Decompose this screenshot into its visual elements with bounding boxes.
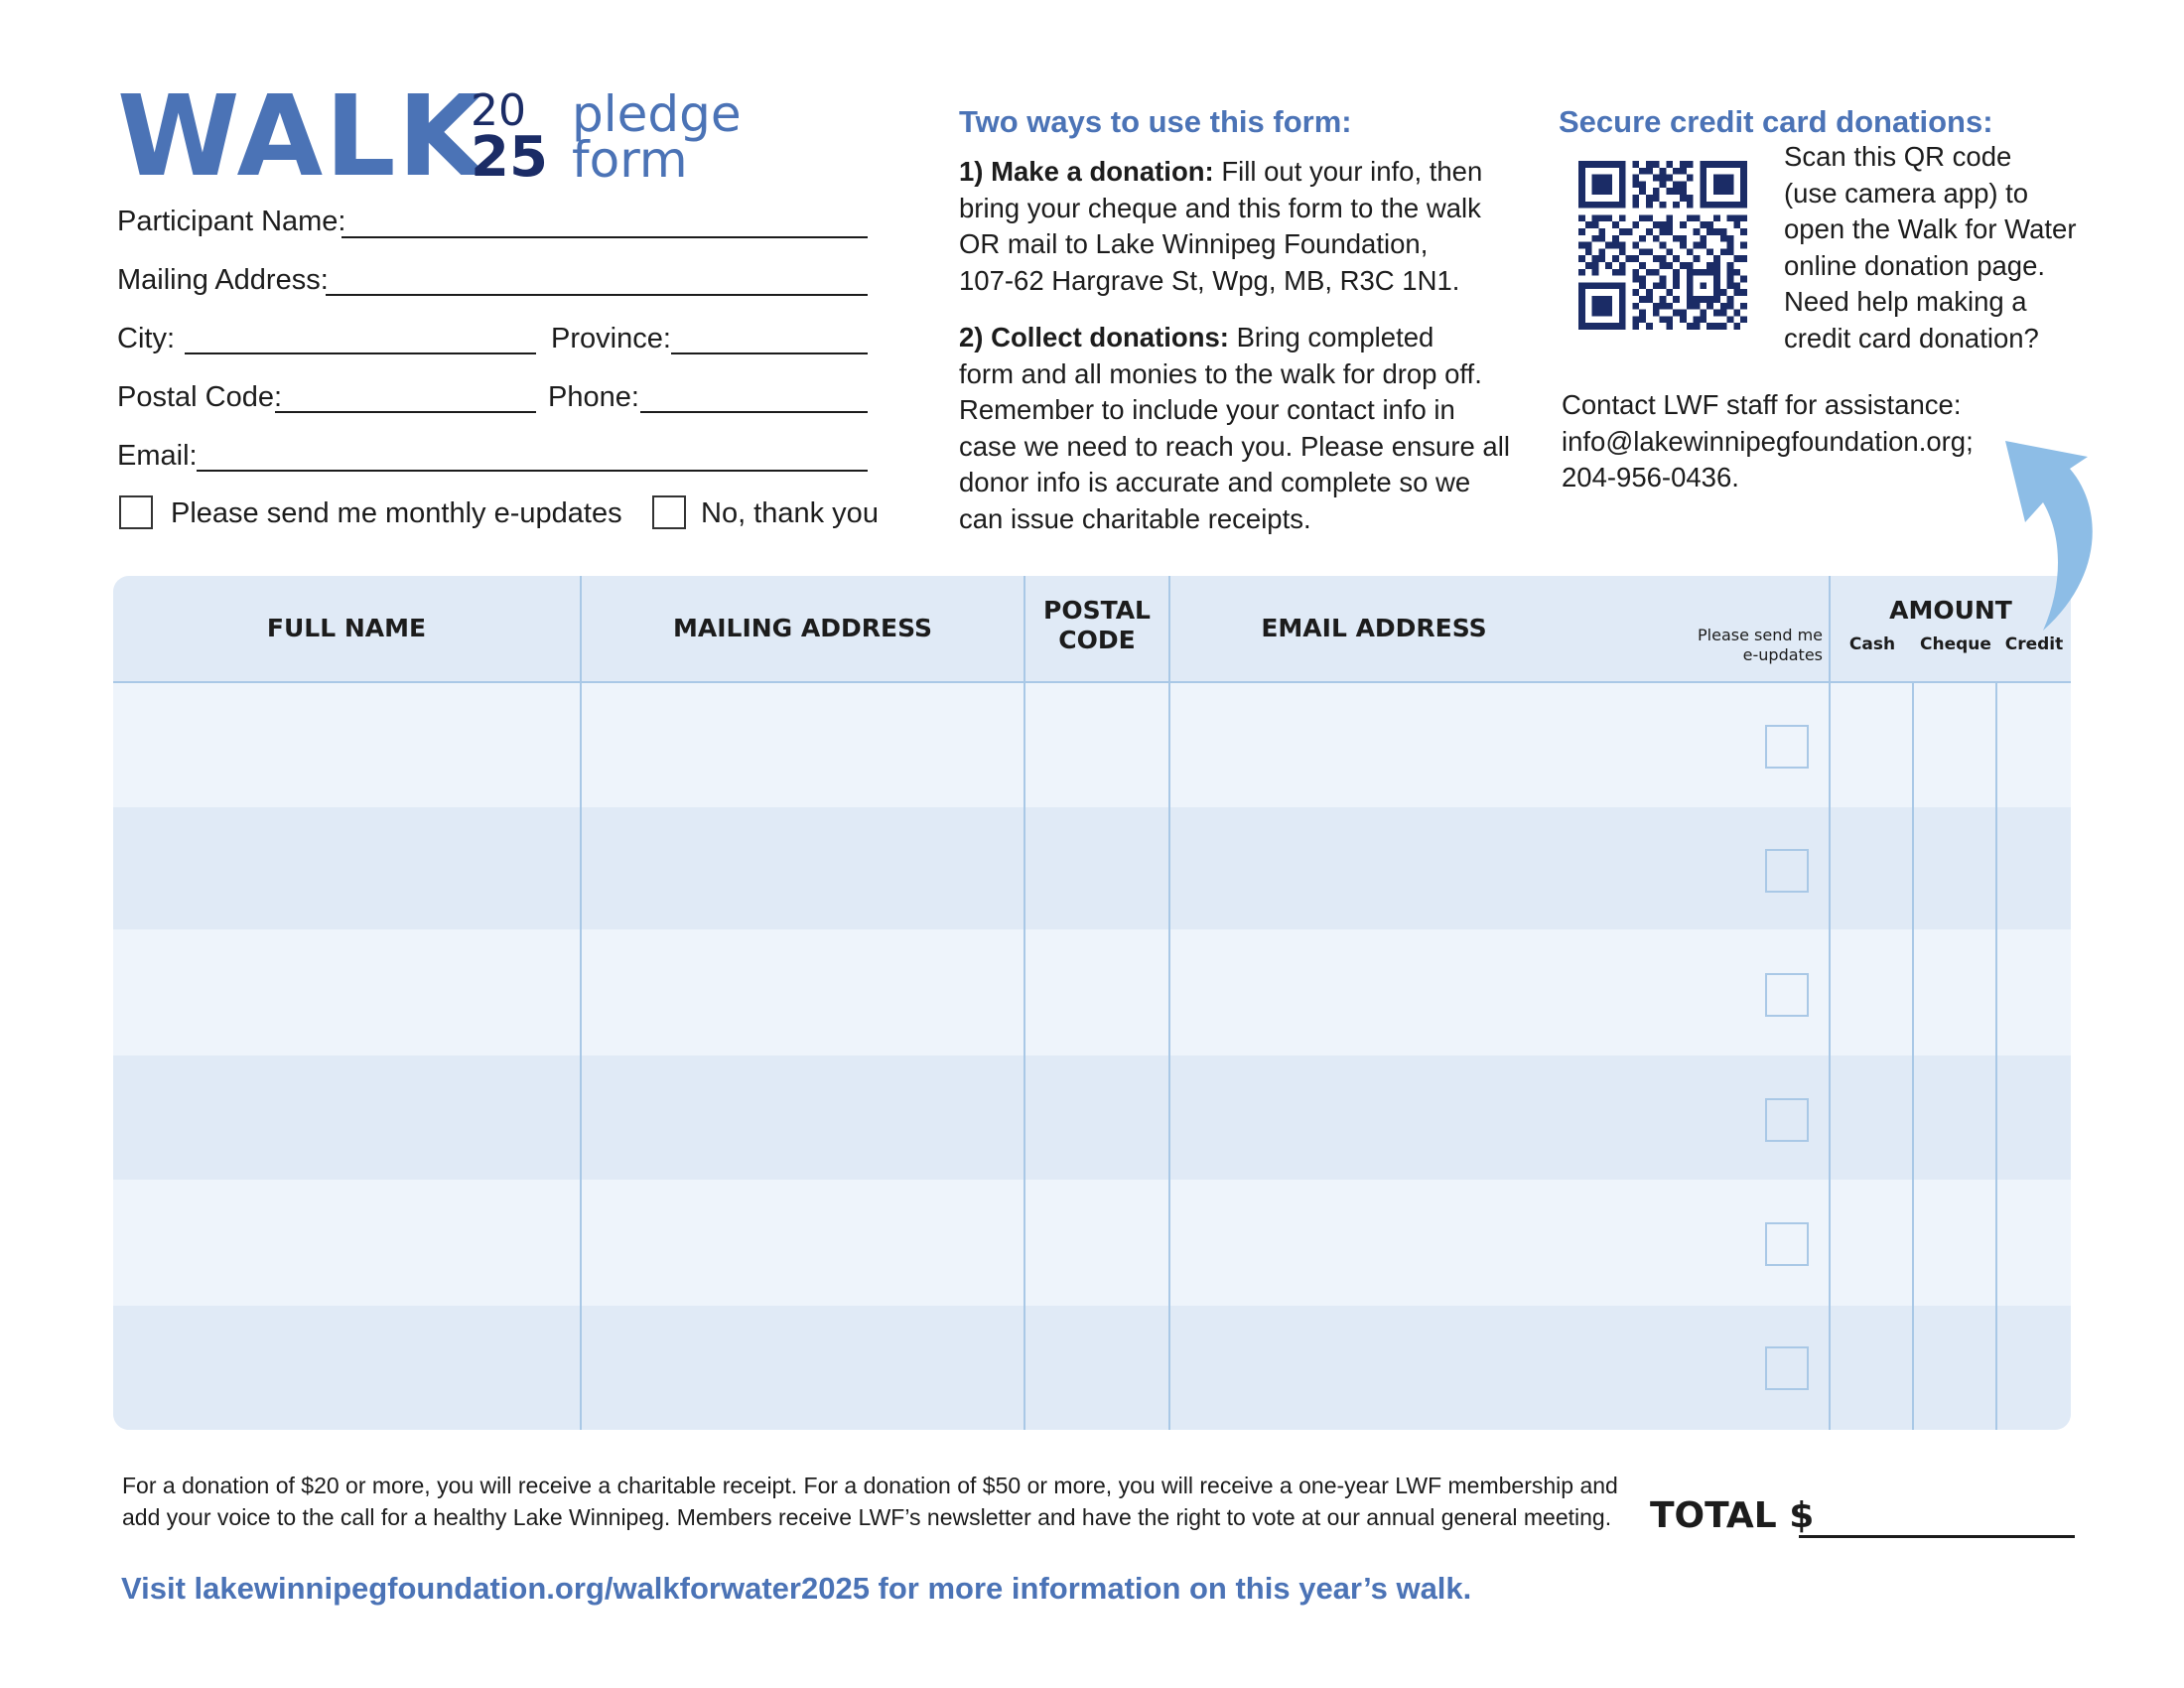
credit-line6: credit card donation? <box>1784 322 2039 353</box>
credit-heading: Secure credit card donations: <box>1559 104 1993 139</box>
collect-line1: Bring completed <box>1228 322 1434 352</box>
city-field[interactable] <box>185 352 536 354</box>
amount-divider <box>1912 681 1914 1430</box>
row-updates-checkbox[interactable] <box>1765 1346 1809 1390</box>
col-cheque: Cheque <box>1920 634 1991 654</box>
email-label: Email: <box>117 440 198 472</box>
logo-subtitle <box>572 85 742 189</box>
credit-line4: online donation page. <box>1784 249 2046 281</box>
col-email-address: EMAIL ADDRESS <box>1261 614 1487 642</box>
contact-email[interactable]: info@lakewinnipegfoundation.org; <box>1562 425 1974 457</box>
phone-field[interactable] <box>640 411 868 413</box>
credit-line1: Scan this QR code <box>1784 141 2012 172</box>
logo-year-top: 20 <box>471 85 526 136</box>
logo-word: WALK <box>117 72 486 202</box>
collect-title: 2) Collect donations: <box>959 322 1229 352</box>
contact-phone: 204-956-0436. <box>1562 462 1739 492</box>
col-postal-code <box>1025 596 1168 655</box>
col-mailing-address: MAILING ADDRESS <box>673 614 932 642</box>
total-field[interactable] <box>1799 1535 2075 1538</box>
collect-line5: donor info is accurate and complete so we <box>959 467 1471 497</box>
logo-year <box>471 85 560 190</box>
participant-name-field[interactable] <box>341 236 868 238</box>
row-updates-checkbox[interactable] <box>1765 849 1809 893</box>
mailing-address-field[interactable] <box>326 294 868 296</box>
contact-info <box>1562 387 1974 496</box>
monthly-updates-label: Please send me monthly e-updates <box>171 497 622 529</box>
province-label: Province: <box>551 323 671 354</box>
receipt-note-line1: For a donation of $20 or more, you will receive a charitable receipt. For a donation of $50 or more, you will receive a one-year LWF membership and <box>122 1473 1618 1498</box>
visit-website-link[interactable]: Visit lakewinnipegfoundation.org/walkforwater2025 for more information on this year’s walk. <box>121 1571 1472 1606</box>
col-postal-line2: CODE <box>1058 626 1136 654</box>
column-divider <box>1024 576 1025 1430</box>
mailing-address-label: Mailing Address: <box>117 264 329 296</box>
no-thanks-label: No, thank you <box>701 497 879 529</box>
donation-line1: Fill out your info, then <box>1213 156 1483 187</box>
column-divider <box>1168 576 1170 1430</box>
column-divider <box>580 576 582 1430</box>
logo-sub-line1: pledge <box>572 85 742 143</box>
province-field[interactable] <box>671 352 868 354</box>
collect-line3: Remember to include your contact info in <box>959 394 1455 425</box>
email-field[interactable] <box>197 470 868 472</box>
no-thanks-checkbox[interactable] <box>652 495 686 529</box>
credit-line3: open the Walk for Water <box>1784 213 2077 244</box>
collect-line2: form and all monies to the walk for drop off. <box>959 357 1482 389</box>
donation-line4: 107-62 Hargrave St, Wpg, MB, R3C 1N1. <box>959 264 1460 296</box>
phone-label: Phone: <box>548 381 639 413</box>
receipt-note-line2: add your voice to the call for a healthy Lake Winnipeg. Members receive LWF’s newsletter and have the right to vote at our annual general meeting. <box>122 1504 1612 1530</box>
row-updates-checkbox[interactable] <box>1765 725 1809 769</box>
col-full-name: FULL NAME <box>266 614 427 642</box>
row-updates-checkbox[interactable] <box>1765 1098 1809 1142</box>
col-updates-line1: Please send me <box>1698 626 1823 644</box>
total-label: TOTAL $ <box>1650 1495 1815 1536</box>
amount-divider <box>1995 681 1997 1430</box>
contact-line1: Contact LWF staff for assistance: <box>1562 389 1962 420</box>
row-updates-checkbox[interactable] <box>1765 1222 1809 1266</box>
donation-instructions <box>959 154 1482 299</box>
instructions-heading: Two ways to use this form: <box>959 104 1352 139</box>
col-amount: AMOUNT <box>1889 596 2012 625</box>
participant-name-label: Participant Name: <box>117 206 346 237</box>
credit-line5: Need help making a <box>1784 286 2027 317</box>
collect-instructions <box>959 320 1510 537</box>
donation-qr-code[interactable] <box>1578 161 1747 330</box>
walk-logo <box>117 72 742 202</box>
monthly-updates-checkbox[interactable] <box>119 495 153 529</box>
city-label: City: <box>117 323 175 354</box>
column-divider <box>1829 576 1831 1430</box>
credit-line2: (use camera app) to <box>1784 177 2029 209</box>
donation-line3: OR mail to Lake Winnipeg Foundation, <box>959 228 1429 259</box>
postal-code-field[interactable] <box>275 411 536 413</box>
postal-code-label: Postal Code: <box>117 381 283 413</box>
credit-instructions <box>1784 139 2076 356</box>
logo-year-bottom: 25 <box>471 125 548 190</box>
col-updates-line2: e-updates <box>1742 645 1823 664</box>
col-e-updates <box>1602 626 1823 665</box>
collect-line6: can issue charitable receipts. <box>959 502 1311 534</box>
col-postal-line1: POSTAL <box>1043 596 1151 625</box>
col-cash: Cash <box>1848 634 1896 654</box>
receipt-note <box>122 1470 1618 1533</box>
curved-arrow-icon <box>1985 427 2105 635</box>
logo-sub-line2: form <box>572 131 688 189</box>
donor-table <box>113 576 2071 1430</box>
collect-line4: case we need to reach you. Please ensure all <box>959 430 1510 462</box>
row-updates-checkbox[interactable] <box>1765 973 1809 1017</box>
col-credit: Credit <box>2004 634 2064 654</box>
donation-title: 1) Make a donation: <box>959 156 1214 187</box>
donation-line2: bring your cheque and this form to the walk <box>959 192 1481 223</box>
